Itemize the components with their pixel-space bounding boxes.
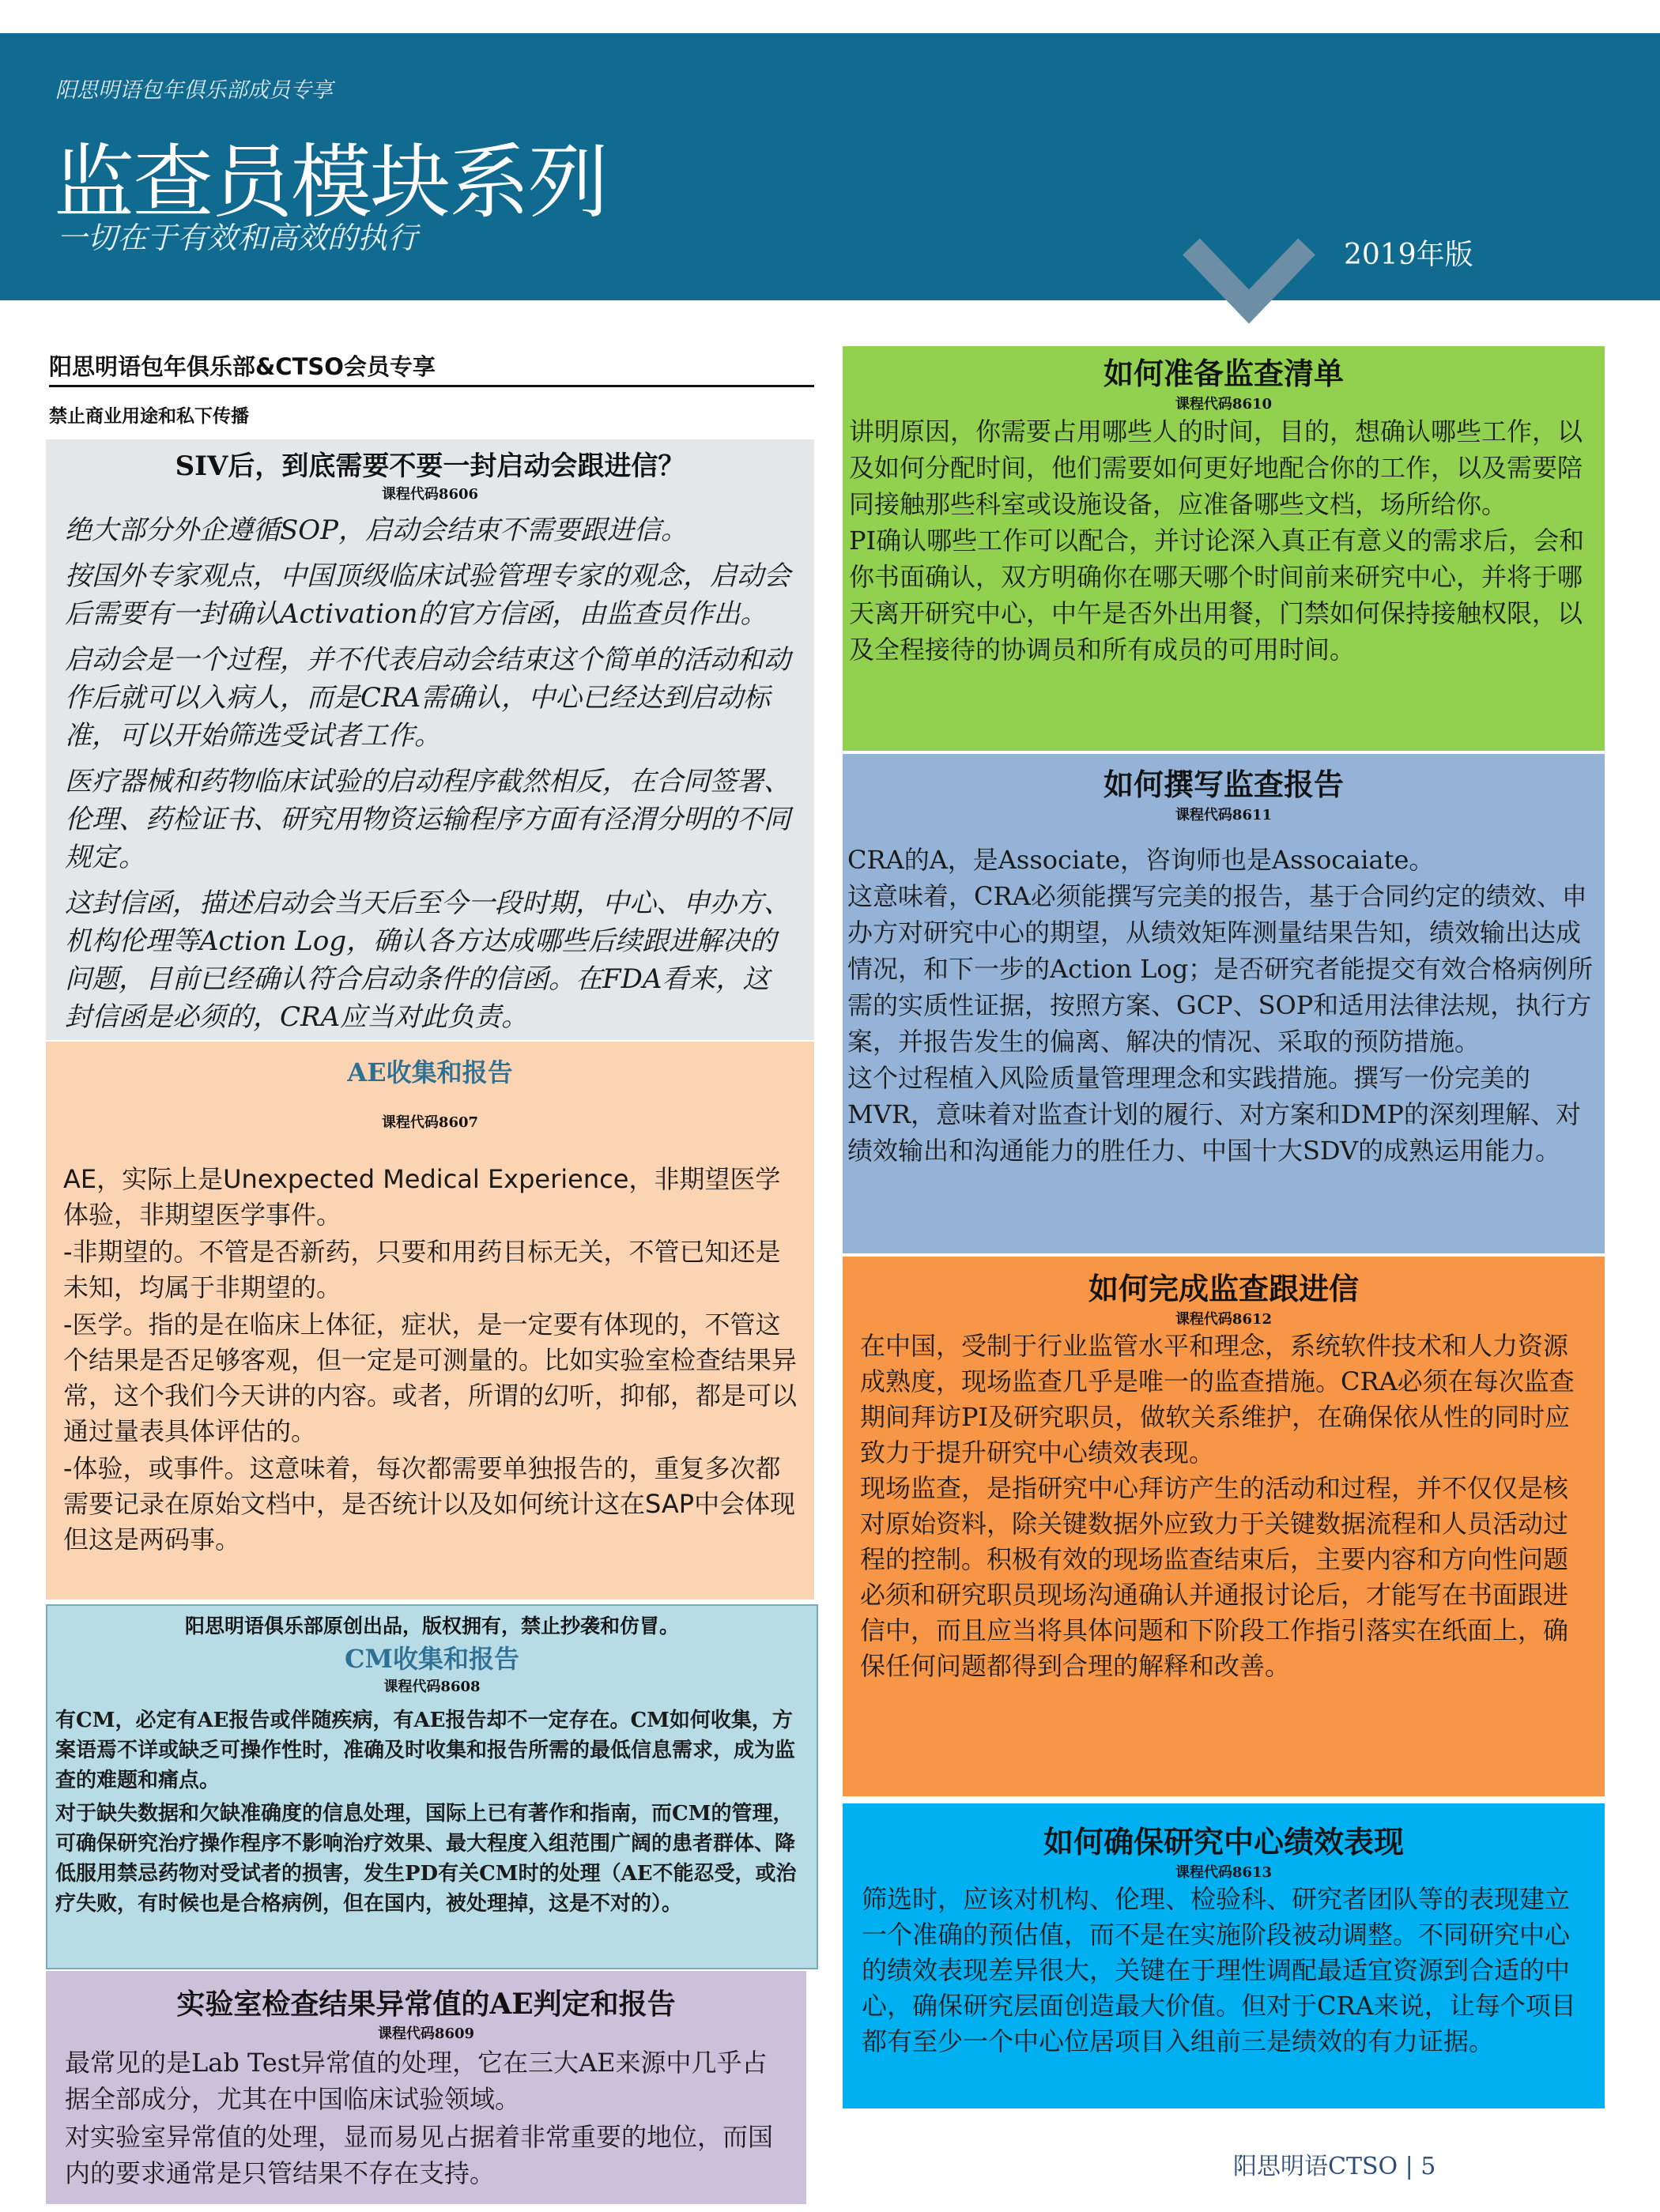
followup-title: 如何完成监查跟进信: [1088, 1271, 1359, 1306]
chevron-down-icon: [1182, 237, 1316, 324]
ae-paragraph: -体验，或事件。这意味着，每次都需要单独报告的，重复多次都需要记录在原始文档中，是否统计以及如何统计这在SAP中会体现但这是两码事。: [63, 1453, 796, 1554]
report-paragraph: 这个过程植入风险质量管理理念和实践措施。撰写一份完美的MVR，意味着对监查计划的履行、对方案和DMP的深刻理解、对绩效输出和沟通能力的胜任力、中国十大SDV的成熟运用能力。: [847, 1063, 1581, 1166]
cm-code: 课程代码8608: [383, 1679, 481, 1695]
siv-code: 课程代码8606: [381, 486, 479, 503]
ae-section: [46, 1042, 814, 1600]
cm-section: [46, 1604, 818, 1969]
cm-paragraph: 对于缺失数据和欠缺准确度的信息处理，国际上已有著作和指南，而CM的管理，可确保研究治疗操作程序不影响治疗效果、最大程度入组范围广阔的患者群体、降低服用禁忌药物对受试者的损害，发生PD有关CM时的处理（AE不能忍受，或治疗失败，有时候也是合格病例，但在国内，被处理掉，这是不对的）。: [55, 1802, 797, 1916]
left-heading: 阳思明语包年俱乐部&CTSO会员专享: [49, 349, 814, 387]
report-paragraph: 这意味着，CRA必须能撰写完美的报告，基于合同约定的绩效、申办方对研究中心的期望，从绩效矩阵测量结果告知，绩效输出达成情况，和下一步的Action Log；是否研究者能提交有效合格病例所需的实质性证据，按照方案、GCP、SOP和适用法律法规，执行方案，并报告发生的偏离、解决的情况、采取的预防措施。: [847, 881, 1594, 1057]
lab-title: 实验室检查结果异常值的AE判定和报告: [176, 1988, 676, 2021]
checklist-paragraph: PI确认哪些工作可以配合，并讨论深入真正有意义的需求后，会和你书面确认，双方明确你在哪天哪个时间前来研究中心，并将于哪天离开研究中心，中午是否外出用餐，门禁如何保持接触权限，以及全程接待的协调员和所有成员的可用时间。: [849, 526, 1585, 665]
performance-paragraph: 筛选时，应该对机构、伦理、检验科、研究者团队等的表现建立一个准确的预估值，而不是在实施阶段被动调整。不同研究中心的绩效表现差异很大，关键在于理性调配最适宜资源到合适的中心，确保研究层面创造最大价值。但对于CRA来说，让每个项目都有至少一个中心位居项目入组前三是绩效的有力证据。: [862, 1884, 1576, 2056]
siv-paragraph: 绝大部分外企遵循SOP，启动会结束不需要跟进信。: [65, 514, 689, 546]
ae-paragraph: -非期望的。不管是否新药，只要和用药目标无关，不管已知还是未知，均属于非期望的。: [63, 1237, 781, 1302]
checklist-section: [843, 346, 1605, 751]
copyright-notice: 阳思明语俱乐部原创出品，版权拥有，禁止抄袭和仿冒。: [184, 1615, 679, 1637]
siv-section: [46, 439, 814, 1040]
siv-paragraph: 按国外专家观点，中国顶级临床试验管理专家的观念，启动会后需要有一封确认Activation的官方信函，由监查员作出。: [65, 560, 790, 630]
edition-year: 2019年版: [1344, 239, 1473, 271]
page-footer: 阳思明语CTSO | 5: [1233, 2153, 1436, 2180]
page-header: [0, 33, 1660, 300]
page-subtitle: 一切在于有效和高效的执行: [57, 220, 418, 255]
ae-paragraph: AE，实际上是Unexpected Medical Experience，非期望医学体验，非期望医学事件。: [63, 1164, 781, 1230]
performance-section: [843, 1803, 1605, 2108]
siv-paragraph: 启动会是一个过程，并不代表启动会结束这个简单的活动和动作后就可以入病人，而是CRA需确认，中心已经达到启动标准，可以开始筛选受试者工作。: [65, 644, 790, 752]
siv-title: SIV后，到底需要不要一封启动会跟进信？: [175, 450, 685, 482]
report-title: 如何撰写监查报告: [1103, 767, 1344, 802]
followup-section: [843, 1257, 1605, 1796]
cm-paragraph: 有CM，必定有AE报告或伴随疾病，有AE报告却不一定存在。CM如何收集，方案语焉不详或缺乏可操作性时，准确及时收集和报告所需的最低信息需求，成为监查的难题和痛点。: [55, 1709, 796, 1792]
checklist-code: 课程代码8610: [1175, 396, 1273, 413]
report-paragraph: CRA的A，是Associate，咨询师也是Assocaiate。: [847, 845, 1435, 875]
header-club-label: 阳思明语包年俱乐部成员专享: [55, 78, 333, 103]
page-title: 监查员模块系列: [54, 136, 607, 230]
followup-code: 课程代码8612: [1175, 1311, 1273, 1328]
performance-title: 如何确保研究中心绩效表现: [1043, 1824, 1404, 1860]
followup-paragraph: 在中国，受制于行业监管水平和理念，系统软件技术和人力资源成熟度，现场监查几乎是唯一的监查措施。CRA必须在每次监查期间拜访PI及研究职员，做软关系维护，在确保依从性的同时应致力于提升研究中心绩效表现。: [860, 1331, 1575, 1468]
left-subheading: 禁止商业用途和私下传播: [49, 406, 249, 427]
lab-section: [46, 1971, 806, 2204]
report-code: 课程代码8611: [1175, 807, 1273, 823]
siv-paragraph: 这封信函，描述启动会当天后至今一段时期，中心、申办方、机构伦理等Action Log，确认各方达成哪些后续跟进解决的问题，目前已经确认符合启动条件的信函。在FDA看来，这封信函是必须的，CRA应当对此负责。: [65, 887, 790, 1033]
report-section: [843, 754, 1605, 1253]
lab-paragraph: 最常见的是Lab Test异常值的处理，它在三大AE来源中几乎占据全部成分，尤其在中国临床试验领域。: [65, 2048, 768, 2114]
cm-title: CM收集和报告: [345, 1644, 519, 1674]
lab-code: 课程代码8609: [377, 2025, 475, 2042]
checklist-title: 如何准备监查清单: [1103, 356, 1344, 391]
lab-paragraph: 对实验室异常值的处理，显而易见占据着非常重要的地位，而国内的要求通常是只管结果不存在支持。: [65, 2122, 774, 2188]
ae-code: 课程代码8607: [381, 1114, 479, 1131]
ae-title: AE收集和报告: [347, 1057, 513, 1087]
followup-paragraph: 现场监查，是指研究中心拜访产生的活动和过程，并不仅仅是核对原始资料，除关键数据外应致力于关键数据流程和人员活动过程的控制。积极有效的现场监查结束后，主要内容和方向性问题必须和研究职员现场沟通确认并通报讨论后，才能写在书面跟进信中，而且应当将具体问题和下阶段工作指引落实在纸面上，确保任何问题都得到合理的解释和改善。: [860, 1473, 1569, 1681]
checklist-paragraph: 讲明原因，你需要占用哪些人的时间，目的，想确认哪些工作，以及如何分配时间，他们需要如何更好地配合你的工作，以及需要陪同接触那些科室或设施设备，应准备哪些文档，场所给你。: [849, 416, 1583, 519]
performance-code: 课程代码8613: [1175, 1864, 1273, 1881]
ae-paragraph: -医学。指的是在临床上体征，症状，是一定要有体现的，不管这个结果是否足够客观，但一定是可测量的。比如实验室检查结果异常，这个我们今天讲的内容。或者，所谓的幻听，抑郁，都是可以通过量表具体评估的。: [63, 1309, 798, 1446]
siv-paragraph: 医疗器械和药物临床试验的启动程序截然相反，在合同签署、伦理、药检证书、研究用物资运输程序方面有泾渭分明的不同规定。: [65, 766, 790, 873]
